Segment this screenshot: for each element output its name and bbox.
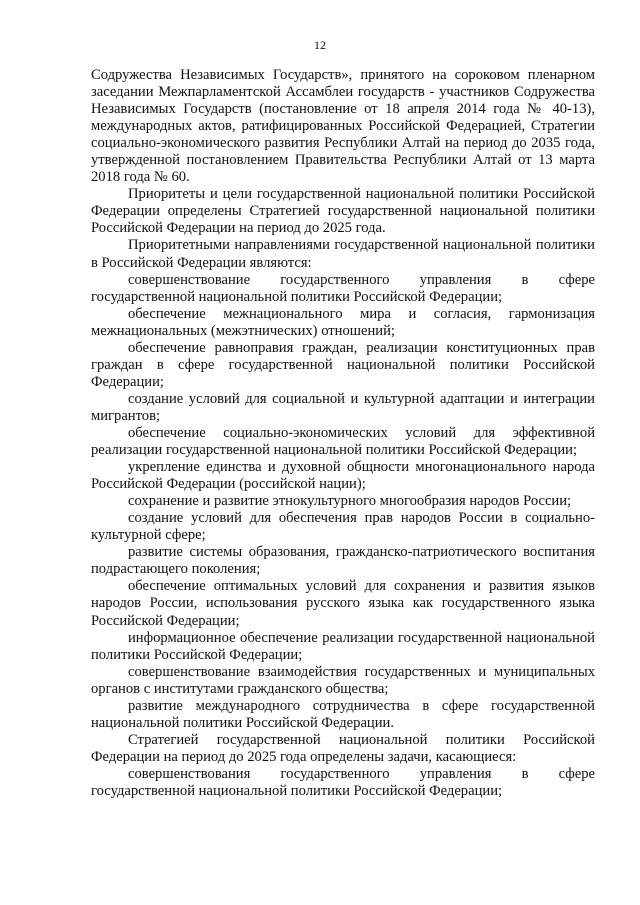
list-item: совершенствование государственного управления в сфере государственной национальной политики Российской Федерации;: [91, 271, 595, 305]
paragraph: Приоритетными направлениями государственной национальной политики в Российской Федерации являются:: [91, 237, 595, 271]
list-item: обеспечение межнационального мира и согласия, гармонизация межнациональных (межэтнических) отношений;: [91, 305, 595, 339]
paragraph: Содружества Независимых Государств», принятого на сороковом пленарном заседании Межпарламентской Ассамблеи государств - участников Содружества Независимых Государств (постановление от 18 апреля 2014 года № 40-13), международных актов, ратифицированных Российской Федерацией, Стратегии социально-экономического развития Республики Алтай на период до 2035 года, утвержденной постановлением Правительства Республики Алтай от 13 марта 2018 года № 60.: [91, 67, 595, 186]
list-item: создание условий для социальной и культурной адаптации и интеграции мигрантов;: [91, 390, 595, 424]
list-item: развитие международного сотрудничества в сфере государственной национальной политики Российской Федерации.: [91, 697, 595, 731]
list-item: развитие системы образования, гражданско-патриотического воспитания подрастающего поколения;: [91, 544, 595, 578]
list-item: обеспечение социально-экономических условий для эффективной реализации государственной национальной политики Российской Федерации;: [91, 424, 595, 459]
page-number: 12: [314, 38, 326, 52]
list-item: обеспечение равноправия граждан, реализации конституционных прав граждан в сфере государственной национальной политики Российской Федерации;: [91, 339, 595, 390]
list-item: обеспечение оптимальных условий для сохранения и развития языков народов России, использования русского языка как государственного языка Российской Федерации;: [91, 578, 595, 629]
list-item: сохранение и развитие этнокультурного многообразия народов России;: [128, 493, 572, 510]
list-item: создание условий для обеспечения прав народов России в социально-культурной сфере;: [91, 510, 595, 544]
paragraph: Стратегией государственной национальной политики Российской Федерации на период до 2025 года определены задачи, касающиеся:: [91, 731, 595, 765]
paragraph: Приоритеты и цели государственной национальной политики Российской Федерации определены Стратегией государственной национальной политики Российской Федерации на период до 2025 года.: [91, 186, 595, 237]
list-item: информационное обеспечение реализации государственной национальной политики Российской Федерации;: [91, 629, 595, 663]
list-item: совершенствование взаимодействия государственных и муниципальных органов с институтами гражданского общества;: [91, 663, 595, 697]
list-item: укрепление единства и духовной общности многонационального народа Российской Федерации (российской нации);: [91, 459, 595, 493]
list-item: совершенствования государственного управления в сфере государственной национальной политики Российской Федерации;: [91, 765, 595, 799]
document-body: [91, 67, 595, 800]
